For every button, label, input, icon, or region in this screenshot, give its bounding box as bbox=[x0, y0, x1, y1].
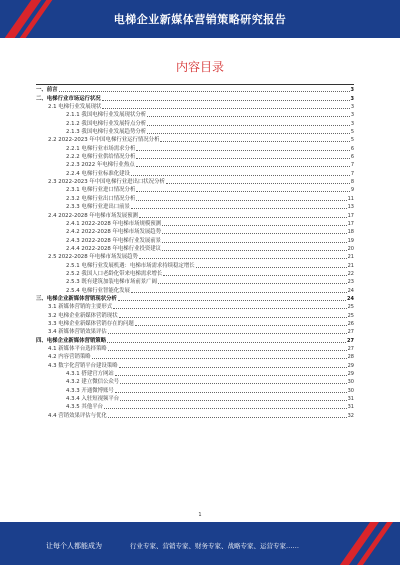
toc-entry-label: 2.4 2022-2028 年电梯市场发展预测 bbox=[48, 212, 138, 219]
toc-entry[interactable] bbox=[36, 370, 354, 378]
toc-entry-page: 3 bbox=[350, 120, 354, 127]
toc-leader-dots bbox=[102, 100, 350, 101]
toc-entry-page: 3 bbox=[350, 95, 354, 102]
toc-top-rule bbox=[36, 84, 354, 85]
toc-entry-label: 2.1 电梯行业发展现状 bbox=[48, 104, 102, 111]
toc-entry[interactable] bbox=[36, 261, 354, 269]
toc-entry-page: 27 bbox=[347, 329, 354, 336]
toc-entry[interactable] bbox=[36, 286, 354, 294]
footer-slogan: 让每个人都能成为 bbox=[46, 542, 102, 550]
toc-leader-dots bbox=[120, 400, 346, 401]
toc-leader-dots bbox=[115, 392, 347, 393]
toc-entry-page: 20 bbox=[347, 245, 354, 252]
toc-entry-page: 30 bbox=[347, 387, 354, 394]
toc-entry[interactable] bbox=[36, 178, 354, 186]
toc-leader-dots bbox=[136, 191, 349, 192]
toc-entry[interactable] bbox=[36, 253, 354, 261]
toc-leader-dots bbox=[113, 308, 346, 309]
toc-entry[interactable] bbox=[36, 328, 354, 336]
toc-entry[interactable] bbox=[36, 411, 354, 419]
toc-leader-dots bbox=[166, 183, 350, 184]
toc-entry-page: 30 bbox=[347, 379, 354, 386]
toc-entry-page: 29 bbox=[347, 362, 354, 369]
toc-leader-dots bbox=[162, 250, 347, 251]
toc-entry-label: 2.4.4 2022-2028 年电梯行业投资建议 bbox=[66, 245, 162, 252]
report-title: 电梯企业新媒体营销策略研究报告 bbox=[113, 13, 287, 26]
toc-entry-label: 2.2.2 电梯行业供给情况分析 bbox=[66, 154, 136, 161]
toc-leader-dots bbox=[92, 358, 347, 359]
toc-entry-page: 11 bbox=[347, 195, 354, 202]
toc-entry-label: 2.4.2 2022-2028 年电梯市场发展趋势 bbox=[66, 229, 162, 236]
toc-entry-label: 2.3.3 电梯行业进出口前景 bbox=[66, 204, 130, 211]
toc-entry-label: 2.1.2 我国电梯行业发展特点分析 bbox=[66, 120, 147, 127]
toc-entry[interactable] bbox=[36, 345, 354, 353]
toc-leader-dots bbox=[115, 375, 347, 376]
toc-leader-dots bbox=[196, 267, 347, 268]
toc-entry[interactable] bbox=[36, 203, 354, 211]
toc-entry-page: 19 bbox=[347, 237, 354, 244]
toc-entry[interactable] bbox=[36, 311, 354, 319]
toc-leader-dots bbox=[131, 175, 350, 176]
toc-entry-label: 3.3 电梯企业新媒体营销存在的问题 bbox=[48, 320, 134, 327]
toc-leader-dots bbox=[108, 333, 347, 334]
toc-entry-label: 4.3.3 开通微博账号 bbox=[66, 387, 114, 394]
toc-leader-dots bbox=[102, 108, 349, 109]
toc-leader-dots bbox=[104, 408, 347, 409]
toc-leader-dots bbox=[139, 217, 347, 218]
toc-entry-label: 4.4 营销效果评估与优化 bbox=[48, 412, 107, 419]
toc-leader-dots bbox=[162, 233, 347, 234]
toc-entry[interactable] bbox=[36, 295, 354, 303]
toc-leader-dots bbox=[119, 367, 347, 368]
toc-leader-dots bbox=[147, 125, 350, 126]
toc-entry[interactable] bbox=[36, 386, 354, 394]
toc-entry-label: 2.5.4 电梯行业智能化发展 bbox=[66, 287, 130, 294]
toc-leader-dots bbox=[139, 258, 347, 259]
toc-entry-page: 31 bbox=[347, 404, 354, 411]
toc-entry-label: 2.4.1 2022-2028 年电梯市场规模预测 bbox=[66, 220, 162, 227]
toc-entry-page: 27 bbox=[347, 346, 354, 352]
toc-entry-page: 6 bbox=[350, 145, 354, 152]
toc-entry[interactable] bbox=[36, 128, 354, 136]
toc-entry-label: 4.3.4 入驻短视频平台 bbox=[66, 396, 120, 403]
toc-leader-dots bbox=[135, 325, 347, 326]
toc-leader-dots bbox=[131, 208, 347, 209]
toc-entry-page: 9 bbox=[350, 187, 354, 194]
toc-entry-label: 3.1 新媒体营销的主要形式 bbox=[48, 304, 113, 311]
toc-entry[interactable] bbox=[36, 169, 354, 177]
page-number: 1 bbox=[198, 512, 202, 518]
toc-entry-page: 3 bbox=[350, 104, 354, 111]
toc-entry-label: 2.2.1 电梯行业市场需求分析 bbox=[66, 145, 136, 152]
toc-leader-dots bbox=[108, 350, 347, 351]
toc-leader-dots bbox=[158, 283, 347, 284]
toc-leader-dots bbox=[131, 292, 347, 293]
toc-leader-dots bbox=[162, 225, 347, 226]
toc-entry[interactable] bbox=[36, 378, 354, 386]
toc-entry-page: 13 bbox=[347, 204, 354, 211]
toc-leader-dots bbox=[147, 116, 350, 117]
toc-entry-label: 4.3 数字化营销平台建设策略 bbox=[48, 362, 118, 369]
toc-entry[interactable] bbox=[36, 320, 354, 328]
toc-entry-label: 2.3.1 电梯行业进口情况分析 bbox=[66, 187, 136, 194]
toc-leader-dots bbox=[118, 300, 346, 301]
toc-entry-label: 4.3.1 搭建官方网站 bbox=[66, 371, 114, 378]
toc-entry[interactable] bbox=[36, 103, 354, 111]
toc-entry-label: 四、电梯企业新媒体营销策略 bbox=[36, 337, 107, 344]
toc-entry-label: 一、前言 bbox=[36, 87, 58, 94]
toc-entry[interactable] bbox=[36, 194, 354, 202]
toc-entry-page: 32 bbox=[347, 412, 354, 419]
toc-entry-page: 21 bbox=[347, 254, 354, 261]
toc-entry[interactable] bbox=[36, 161, 354, 169]
toc-entry-label: 3.2 电梯企业新媒体营销现状 bbox=[48, 312, 118, 319]
toc-entry-label: 4.3.2 建立微信公众号 bbox=[66, 379, 120, 386]
toc-entry-page: 5 bbox=[350, 129, 354, 136]
toc-leader-dots bbox=[108, 417, 347, 418]
toc-entry-page: 17 bbox=[347, 220, 354, 227]
toc-entry-page: 3 bbox=[350, 87, 354, 94]
toc-entry-page: 7 bbox=[350, 162, 354, 169]
toc-entry-label: 2.5.3 既有建筑加装电梯市场前景广阔 bbox=[66, 279, 157, 286]
toc-entry[interactable] bbox=[36, 278, 354, 286]
toc-entry-page: 17 bbox=[347, 212, 354, 219]
toc-entry[interactable] bbox=[36, 395, 354, 403]
toc-heading: 内容目录 bbox=[175, 60, 224, 74]
toc-entry-page: 26 bbox=[347, 320, 354, 327]
toc-entry[interactable] bbox=[36, 119, 354, 127]
toc-entry-page: 21 bbox=[347, 262, 354, 269]
toc-entry-page: 6 bbox=[350, 154, 354, 161]
toc-entry[interactable] bbox=[36, 186, 354, 194]
toc-entry[interactable] bbox=[36, 136, 354, 144]
toc-entry[interactable] bbox=[36, 336, 354, 344]
toc-leader-dots bbox=[136, 200, 346, 201]
toc-entry-label: 二、电梯行业市场运行状况 bbox=[36, 95, 101, 102]
toc-entry-label: 2.5.2 我国人口老龄化带来电梯需求增长 bbox=[66, 270, 163, 277]
toc-entry-page: 8 bbox=[350, 179, 354, 186]
toc-entry-label: 2.3.2 电梯行业出口情况分析 bbox=[66, 195, 136, 202]
toc-leader-dots bbox=[136, 150, 349, 151]
toc-entry[interactable] bbox=[36, 236, 354, 244]
toc-leader-dots bbox=[59, 91, 350, 92]
report-header-banner bbox=[0, 0, 400, 38]
toc-leader-dots bbox=[147, 133, 350, 134]
toc-entry-page: 3 bbox=[350, 112, 354, 119]
toc-entry-label: 2.5.1 电梯行业发展机遇：电梯市场需求持续稳定增长 bbox=[66, 262, 195, 269]
toc-leader-dots bbox=[107, 342, 346, 343]
toc-entry[interactable] bbox=[36, 303, 354, 311]
table-of-contents bbox=[36, 86, 354, 420]
toc-entry-page: 5 bbox=[350, 137, 354, 144]
toc-entry[interactable] bbox=[36, 361, 354, 369]
toc-entry[interactable] bbox=[36, 153, 354, 161]
toc-entry-page: 23 bbox=[347, 279, 354, 286]
toc-entry-page: 24 bbox=[347, 287, 354, 294]
toc-entry-label: 2.2 2022-2023 年中国电梯行业运行情况分析 bbox=[48, 137, 160, 144]
toc-entry-label: 2.2.3 2022 年电梯行业热点 bbox=[66, 162, 135, 169]
toc-leader-dots bbox=[136, 166, 350, 167]
toc-leader-dots bbox=[119, 317, 347, 318]
toc-entry[interactable] bbox=[36, 94, 354, 102]
toc-entry-page: 18 bbox=[347, 229, 354, 236]
toc-entry-label: 2.5 2022-2028 年电梯市场发展趋势 bbox=[48, 254, 138, 261]
toc-entry-page: 27 bbox=[347, 337, 354, 344]
toc-entry-page: 24 bbox=[347, 295, 354, 302]
toc-entry-label: 3.4 新媒体营销效果评估 bbox=[48, 329, 107, 336]
toc-entry-page: 25 bbox=[347, 312, 354, 319]
toc-entry-label: 2.4.3 2022-2028 年电梯行业发展前景 bbox=[66, 237, 162, 244]
toc-entry-page: 22 bbox=[347, 270, 354, 277]
report-footer-banner bbox=[0, 522, 400, 565]
toc-entry-label: 2.1.1 我国电梯行业发展现状分析 bbox=[66, 112, 147, 119]
toc-entry[interactable] bbox=[36, 111, 354, 119]
toc-entry-label: 2.3 2022-2023 年中国电梯行业进出口状况分析 bbox=[48, 179, 165, 186]
toc-entry-label: 2.1.3 我国电梯行业发展趋势分析 bbox=[66, 129, 147, 136]
toc-entry[interactable] bbox=[36, 353, 354, 361]
toc-entry-label: 4.1 新媒体平台选择策略 bbox=[48, 346, 107, 352]
toc-entry-label: 2.2.4 电梯行业标准化建设 bbox=[66, 170, 130, 177]
toc-entry-page: 28 bbox=[347, 354, 354, 361]
toc-leader-dots bbox=[136, 158, 349, 159]
toc-entry[interactable] bbox=[36, 220, 354, 228]
toc-entry-page: 7 bbox=[350, 170, 354, 177]
toc-entry[interactable] bbox=[36, 86, 354, 94]
toc-entry[interactable] bbox=[36, 228, 354, 236]
toc-leader-dots bbox=[160, 141, 349, 142]
toc-entry-label: 三、电梯企业新媒体营销现状分析 bbox=[36, 295, 117, 302]
toc-entry[interactable] bbox=[36, 144, 354, 152]
toc-entry[interactable] bbox=[36, 403, 354, 411]
toc-entry-label: 4.3.5 其他平台 bbox=[66, 404, 103, 411]
toc-entry[interactable] bbox=[36, 245, 354, 253]
toc-entry[interactable] bbox=[36, 211, 354, 219]
toc-leader-dots bbox=[120, 383, 346, 384]
toc-leader-dots bbox=[162, 242, 347, 243]
toc-entry-label: 4.2 内容营销策略 bbox=[48, 354, 91, 361]
toc-entry[interactable] bbox=[36, 270, 354, 278]
toc-leader-dots bbox=[163, 275, 346, 276]
footer-roles: 行业专家、营销专家、财务专家、战略专家、运营专家…… bbox=[130, 542, 299, 550]
toc-entry-page: 31 bbox=[347, 396, 354, 403]
toc-entry-page: 29 bbox=[347, 371, 354, 378]
toc-entry-page: 25 bbox=[347, 304, 354, 311]
